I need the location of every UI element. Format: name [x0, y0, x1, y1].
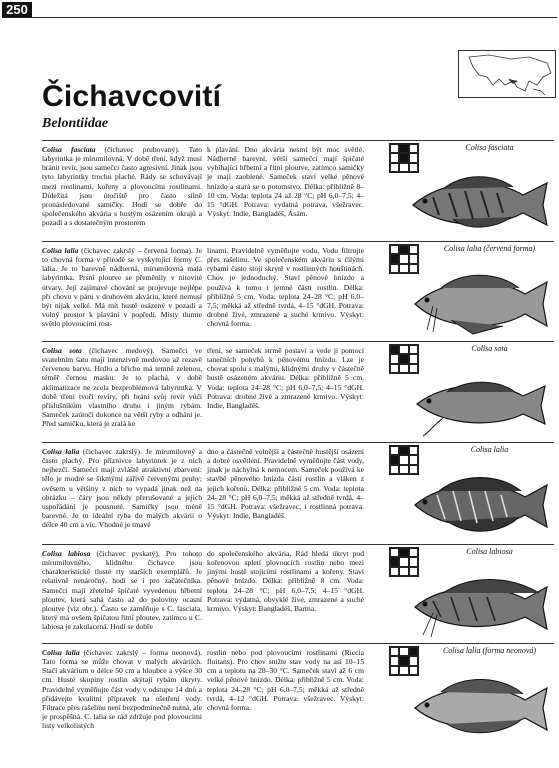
species-latin-name: Colisa fasciata	[42, 145, 96, 154]
fish-illustration	[403, 571, 553, 641]
species-description: (čichavec zakrslý – forma neonová). Tato forma se může chovat v malých akváriích. Stačí akvárium o délce 50 cm a hloubce a výšce 30 cm. Husté skupiny rostlin skýtají rybám úkryty. Pravidelně vyměňujte část vody v odstupu 14 dnů a přidávejte kvalitní přípravek na ošetření vody. Filtrace přes rašelinu není bezpodmínečně nutná, ale je prospěšná. C. lalia se rád zdržuje pod plovoucími listy velkolistých	[42, 648, 203, 731]
species-text-col1	[42, 549, 202, 631]
species-details: k plavání. Dno akvária nesmí být moc světlé. Nádherně barevní, větší samečci mají špičaté vybíhající hřbetní a řitní ploutve, zatímco samičky je mají zaoblené. Sameček staví velké pěnové hnízdo a stará se o potomstvo. Délka: přibližně 8–10 cm. Voda: teplota 24 až 28 °C; pH 6,0–7,5; 4–15 °dGH. Potrava: vydatná potrava, všežravec. Výskyt: Indie, Bangladéš, Ásám.	[207, 145, 364, 219]
page-subtitle: Belontiidae	[42, 116, 109, 131]
fish-icon	[403, 670, 553, 740]
species-details: linami. Pravidelně vyměňujte vodu. Vodu filtrujte přes rašelinu. Ve společenském akváriu s čilými rybami často stojí skrytě v rostlinných houštinách. Chov je jednoduchý. Staví pěnové hnízdo a používá k tomu i jemné části rostlin. Délka: přibližně 5 cm. Voda: teplota 24–28 °C; pH 6,0–7,5; měkká až středně tvrdá, 4–15 °dGH. Potrava: drobné živé, zmrazené a suché krmivo. Výskyt: chovná forma.	[207, 246, 364, 329]
species-section	[42, 341, 554, 429]
top-rule	[2, 17, 557, 18]
fish-icon	[403, 368, 553, 438]
fish-illustration	[403, 167, 553, 237]
figure-caption: Colisa fasciata	[465, 143, 514, 152]
species-section	[42, 442, 554, 530]
figure-caption: Colisa lalia (červená forma)	[443, 244, 536, 253]
species-text-col1	[42, 246, 202, 328]
fish-illustration	[403, 670, 553, 740]
species-latin-name: Colisa lalia	[42, 246, 79, 255]
page-number: 250	[2, 2, 32, 18]
fish-illustration	[403, 268, 553, 338]
species-text-col2	[207, 346, 364, 410]
species-text-col1	[42, 346, 202, 428]
species-text-col1	[42, 145, 202, 227]
species-section	[42, 241, 554, 329]
species-section	[42, 140, 554, 228]
species-text-col2	[207, 549, 364, 613]
species-latin-name: Colisa labiosa	[42, 549, 91, 558]
page-title: Čichavcovití	[42, 80, 222, 113]
fish-icon	[403, 268, 553, 338]
asia-map-image	[458, 50, 556, 98]
species-section	[42, 544, 554, 632]
species-description: (čichavec pyskatý). Pro tohoto mírumilovného, klidného čichavce jsou charakteristické tlusté rty starších exemplářů. Je relativně nenáročný, hodí se i pro začátečníka. Samečci mají zřetelně špičaté vyvedenou hřbetní ploutev, která sahá často až do poloviny ocasní ploutve (viz obr.). Často se zaměňuje s C. fasciata, který má ovšem špičatou řitní ploutev, zatímco u C. labiosa je zakulacená. Hodí se dobře	[42, 549, 202, 632]
species-description: (čichavec zakrslý – červená forma). Je to chovná forma v přírodě se vyskytující formy C. lalia. Je to barevně nádherná, mírumilovná malá labyrintka. Prsní ploutve se přeměnily v nitovité útvary. Její zajímavé chování se projevuje nejlépe při chovu v páru v druhovém akváriu, které nemusí být nijak velké. Má mít hustě osázený v pozadí a volný prostor k plavání v popředí. Místy tlumte světlo plovoucími rost-	[42, 246, 202, 329]
species-description: (čichavec pruhovaný). Tato labyrintka je mírumilovná. V době tření, když musí bránit revír, jsou samečci často agresivní. Jinak jsou tyto labyrintky trochu plaché. Rády se schovávají mezi rostlinami, kořeny a plovoucími rostlinami. Důležitá jsou útočiště pro často silně pronásledované samičky. Hodí se dobře do společenského akvária s hustým osázením okrajů a pozadí a s dostatečným prostorem	[42, 145, 202, 228]
fish-illustration	[403, 368, 553, 438]
species-description: (čichavec medový). Samečci ve svatebním šatu mají intenzivně medovou až rezavě červenou barvu. Hrdlo a břicho má temně zelenou, téměř černou masku. Je to plachá, v době aklimatizace ne zcela bezproblémová labyrintka. V době tření tvoří revíry, při brání svůj revír vůči příslušníkům vlastního druhu i jiným rybám. Sameček zaútočí dokonce na větší ryby a odhání je. Před samičku, která je zralá ke	[42, 346, 202, 429]
species-text-col2	[207, 246, 364, 328]
figure-caption: Colisa lalia	[470, 445, 509, 454]
figure-caption: Colisa labiosa	[466, 547, 513, 556]
species-text-col1	[42, 447, 202, 529]
species-section	[42, 643, 554, 731]
species-latin-name: Colisa sota	[42, 346, 82, 355]
map-icon	[459, 51, 555, 97]
figure-caption: Colisa lalia (forma neonová)	[442, 646, 537, 655]
species-details: tření, se sameček strmě postaví a vede ji pomocí tanečních pohybů k pěnovému hnízdu. Lze je chovat spolu s malými, klidnými druhy v částečně hustě osázeném akváriu. Délka: přibližně 5 cm. Voda: teplota 24–28 °C; pH 6,0–7,5; 4–15 °dGH. Potrava: drobné živé a zmrazené krmivo. Výskyt: Indie, Bangladéš.	[207, 346, 364, 410]
species-description: (čichavec zakrslý). Je mírumilovný a často plachý. Pro příznivce labyrintek je z nich nejhezčí. Samečci mají zvláště atraktivní zbarvení: tělo je modré se šikmými zářivě červenými pruhy; ověsem u většiny z nich to vypadá jinak než na obrázku – čáry jsou někdy přerušované a jejich uspořádání je pousnuté. Samičky jsou méně barevné. Je to ideální ryba do malých akvárií o délce 40 cm a víc. Vhodné je tmavé	[42, 447, 203, 530]
species-text-col2	[207, 145, 364, 218]
species-text-col1	[42, 648, 202, 730]
species-text-col2	[207, 648, 364, 712]
species-details: do společenského akvária. Rád hledá úkryt pod kořenovou spletí plovoucích rostlin nebo mezi jinými hustě stojícími rostlinami a kořeny. Staví pěnové hnízdo. Délka: přibližně 8 cm. Voda: teplota 24–28 °C; pH 6,0–7,5; 4–15 °dGH. Potrava: vydatná, obvyklé živé, zmrazené a suché krmivo. Výskyt: Bangladéš, Barma.	[207, 549, 364, 613]
species-text-col2	[207, 447, 364, 520]
species-latin-name: Colisa lalia	[42, 447, 80, 456]
species-latin-name: Colisa lalia	[42, 648, 80, 657]
species-details: rostlin nebo pod plovoucími rostlinami (Riccia fluitans). Pro chov snižte stav vody na asi 10–15 cm a teplotu na 28–30 °C. Sameček staví až 6 cm velké pěnové hnízdo. Délka: přibližně 5 cm. Voda: teplota 24–28 °C; pH 6,0–7,5; měkká až středně tvrdá, 4–12 °dGH. Potrava: všežravec. Výskyt: chovná forma.	[207, 648, 364, 712]
figure-caption: Colisa sota	[471, 344, 508, 353]
fish-icon	[403, 571, 553, 641]
fish-illustration	[403, 469, 553, 539]
species-details: dno a částečně volnější a částečně hustější osázení a dobré osvětlení. Pravidelně vyměňujte část vody, jinak je náchylná k nemocem. Sameček používá ke stavbě pěnového hnízda části rostlin a vláken z jejich kořenů. Délka: přibližně 5 cm. Voda: teplota 24–28 °C; pH 6,0–7,5; měkká až středně tvrdá, 4–15 °dGH. Potrava: všežravec, i rostlinná potrava. Výskyt: Indie, Bangladéš.	[207, 447, 364, 521]
fish-icon	[403, 469, 553, 539]
fish-icon	[403, 167, 553, 237]
